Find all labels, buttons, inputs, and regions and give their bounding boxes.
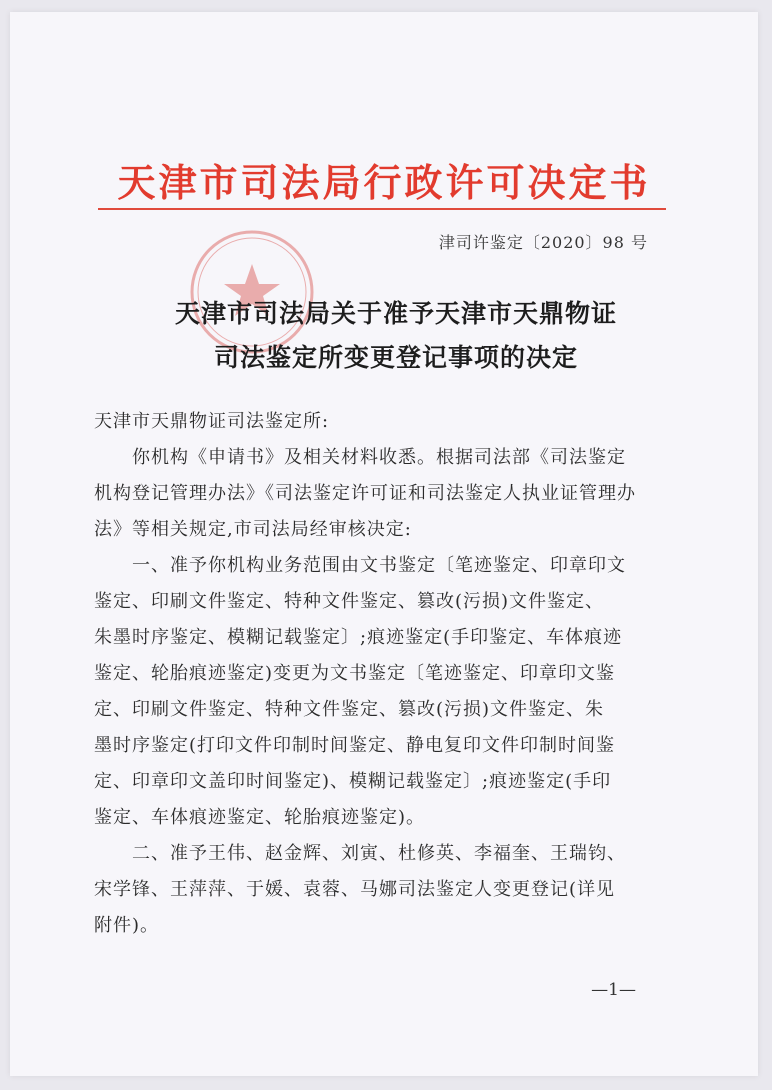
document-body: [94, 404, 674, 944]
paragraph-1-line: 你机构《申请书》及相关材料收悉。根据司法部《司法鉴定: [132, 447, 626, 468]
header-red-rule: [98, 208, 666, 210]
document-header-title: 天津市司法局行政许可决定书: [117, 160, 651, 205]
decision-title-line-2: 司法鉴定所变更登记事项的决定: [213, 343, 578, 372]
paragraph-3-line: 二、准予王伟、赵金辉、刘寅、杜修英、李福奎、王瑞钧、: [132, 843, 626, 864]
paragraph-3-line: 附件)。: [94, 915, 160, 936]
addressee: 天津市天鼎物证司法鉴定所:: [94, 411, 330, 432]
paragraph-2-line: 定、印章印文盖印时间鉴定)、模糊记载鉴定〕;痕迹鉴定(手印: [94, 771, 612, 792]
paragraph-1-line: 法》等相关规定,市司法局经审核决定:: [94, 519, 412, 540]
page-number: —1—: [591, 980, 636, 1000]
paragraph-2-line: 朱墨时序鉴定、模糊记载鉴定〕;痕迹鉴定(手印鉴定、车体痕迹: [94, 627, 623, 648]
paragraph-2-line: 鉴定、车体痕迹鉴定、轮胎痕迹鉴定)。: [94, 807, 426, 828]
paragraph-2-line: 鉴定、轮胎痕迹鉴定)变更为文书鉴定〔笔迹鉴定、印章印文鉴: [94, 663, 616, 684]
paragraph-2-line: 鉴定、印刷文件鉴定、特种文件鉴定、篡改(污损)文件鉴定、: [94, 591, 605, 612]
paragraph-2-line: 墨时序鉴定(打印文件印制时间鉴定、静电复印文件印制时间鉴: [94, 735, 616, 756]
paragraph-1-line: 机构登记管理办法》《司法鉴定许可证和司法鉴定人执业证管理办: [94, 483, 636, 504]
paragraph-2-line: 定、印刷文件鉴定、特种文件鉴定、篡改(污损)文件鉴定、朱: [94, 699, 605, 720]
decision-title: [10, 292, 758, 380]
paragraph-3-line: 宋学锋、王萍萍、于媛、袁蓉、马娜司法鉴定人变更登记(详见: [94, 879, 616, 900]
decision-title-line-1: 天津市司法局关于准予天津市天鼎物证: [174, 299, 617, 328]
paragraph-2-line: 一、准予你机构业务范围由文书鉴定〔笔迹鉴定、印章印文: [132, 555, 626, 576]
document-number: 津司许鉴定〔2020〕98 号: [438, 233, 648, 252]
document-page: [10, 12, 758, 1076]
